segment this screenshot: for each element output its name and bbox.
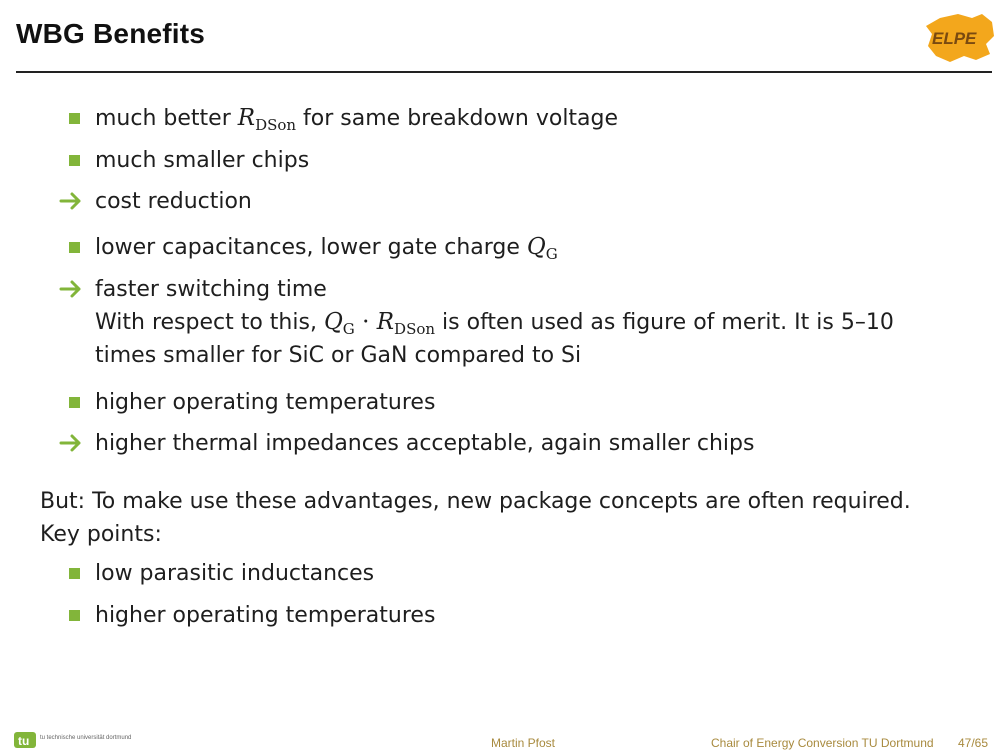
math-rdson: $R_{DSon}$ xyxy=(237,105,297,134)
arrow-item xyxy=(95,273,327,306)
bullet-item xyxy=(95,144,309,177)
arrow-item xyxy=(95,185,252,218)
arrow-right-icon xyxy=(65,427,91,460)
footer-author: Martin Pfost xyxy=(491,736,556,750)
bullet-text: faster switching time xyxy=(95,277,327,302)
bullet-continuation: times smaller for SiC or GaN compared to Si xyxy=(95,343,582,368)
svg-text:tu technische universität dort: tu technische universität dortmund xyxy=(40,735,132,741)
square-bullet-icon xyxy=(65,386,91,419)
square-bullet-icon xyxy=(65,144,91,177)
square-bullet-icon xyxy=(65,599,91,632)
bullet-text: much better xyxy=(95,106,238,131)
square-bullet-icon xyxy=(65,231,91,264)
key-point-item xyxy=(95,557,374,590)
bullet-text: much smaller chips xyxy=(95,148,310,173)
paragraph-line: But: To make use these advantages, new package concepts are often required. xyxy=(40,489,911,514)
arrow-right-icon xyxy=(65,273,91,306)
footer-page-number: 47/65 xyxy=(958,736,989,750)
tu-dortmund-logo xyxy=(12,728,132,752)
square-bullet-icon xyxy=(65,557,91,590)
footer-chair: Chair of Energy Conversion TU Dortmund xyxy=(711,736,934,750)
bullet-text: for same breakdown voltage xyxy=(296,106,619,131)
bullet-item xyxy=(95,231,558,264)
math-qg: $Q_G$ xyxy=(526,234,558,263)
bullet-text: higher thermal impedances acceptable, again smaller chips xyxy=(95,431,755,456)
logo-text: ELPE xyxy=(932,29,977,48)
paragraph-line: Key points: xyxy=(40,522,162,547)
svg-text:tu: tu xyxy=(18,734,30,748)
arrow-item xyxy=(95,427,754,460)
bullet-item xyxy=(95,386,435,419)
slide-title: WBG Benefits xyxy=(16,18,206,49)
title-divider xyxy=(16,71,992,73)
elpe-logo xyxy=(920,10,998,66)
arrow-right-icon xyxy=(65,185,91,218)
key-point-item xyxy=(95,599,435,632)
bullet-text: cost reduction xyxy=(95,189,252,214)
bullet-text: higher operating temperatures xyxy=(95,603,436,628)
square-bullet-icon xyxy=(65,102,91,135)
bullet-text: higher operating temperatures xyxy=(95,390,436,415)
bullet-text: lower capacitances, lower gate charge xyxy=(95,235,527,260)
bullet-continuation: With respect to this, $Q_G \cdot R_{DSon}$ is often used as figure of merit. It is 5–10 xyxy=(95,309,894,338)
bullet-text: low parasitic inductances xyxy=(95,561,375,586)
bullet-item xyxy=(95,102,618,135)
math-qg-rdson: $Q_G \cdot R_{DSon}$ xyxy=(323,309,436,338)
